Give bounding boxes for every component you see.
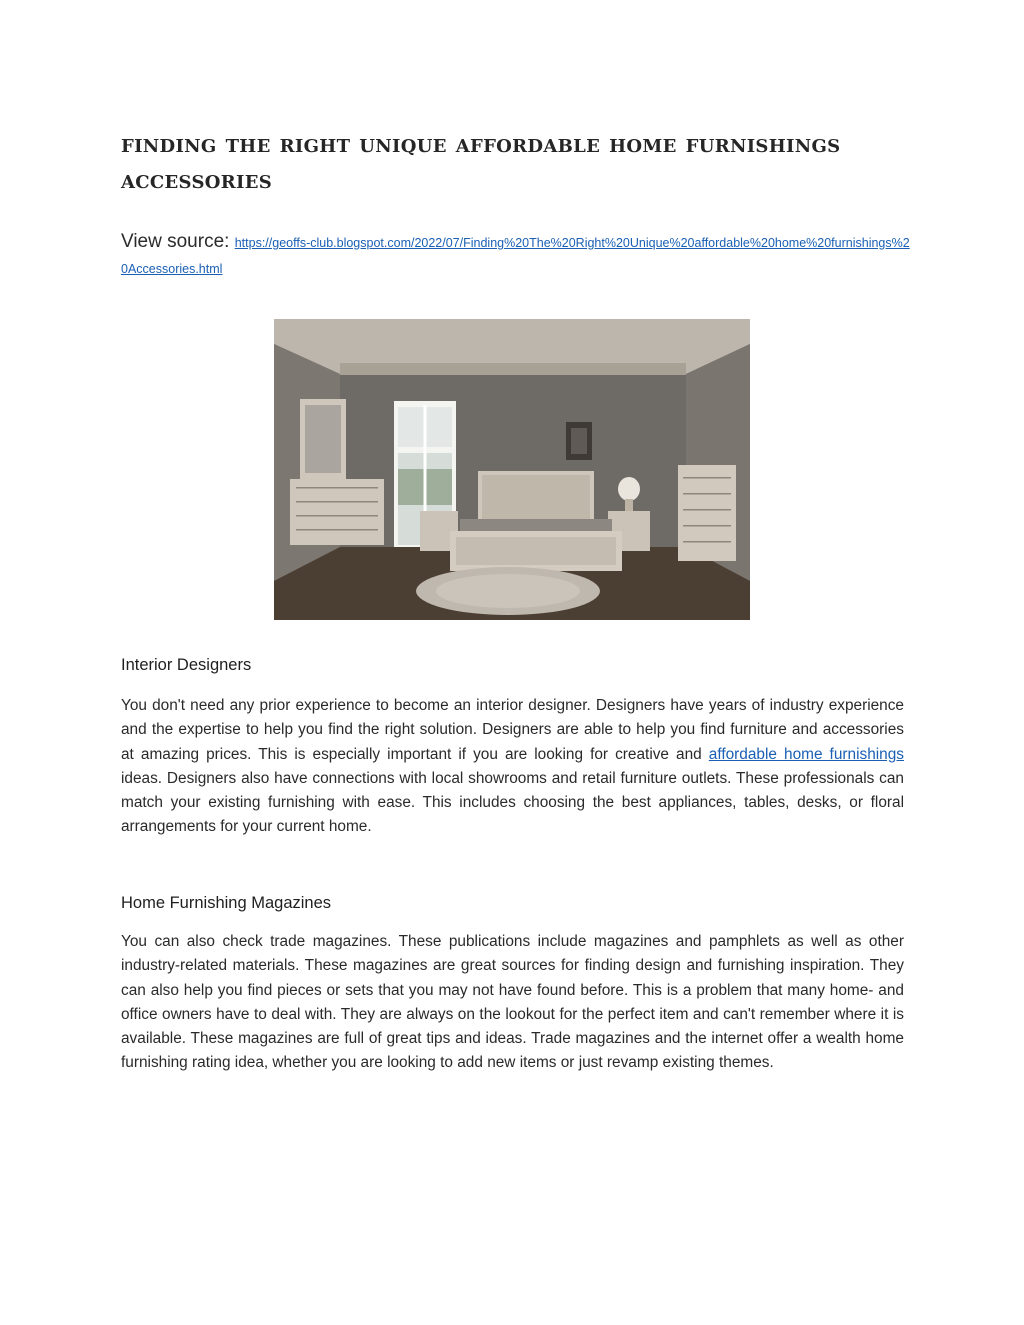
page-title: finding the right unique affordable home furnishings accessories (121, 129, 841, 194)
section-body-interior-designers (121, 694, 904, 840)
source-link[interactable]: https://geoffs-club.blogspot.com/2022/07/Finding%20The%20Right%20Unique%20affordable%20home%20furnishings%20Accessories.html (121, 236, 910, 276)
affordable-home-furnishings-link[interactable]: affordable home furnishings (708, 745, 904, 763)
body-text-before-link: You don't need any prior experience to become an interior designer. Designers have years of industry experience and the expertise to help you find the right solution. Designers are able to help you find furniture and accessories at amazing prices. This is especially important if you are looking for creative and (121, 697, 904, 763)
body-text-after-link: ideas. Designers also have connections with local showrooms and retail furniture outlets. These professionals can match your existing furnishing with ease. This includes choosing the best appliances, tables, desks, or floral arrangements for your current home. (121, 769, 904, 836)
source-label: View source: (121, 231, 230, 252)
section-heading-home-furnishing-magazines: Home Furnishing Magazines (121, 894, 332, 912)
section-heading-interior-designers: Interior Designers (121, 656, 252, 674)
section-body-home-furnishing-magazines: You can also check trade magazines. These publications include magazines and pamphlets as well as other industry-related materials. These magazines are great sources for finding design and furnishing inspiration. They can also help you find pieces or sets that you may not have found before. This is a problem that many home- and office owners have to deal with. They are always on the lookout for the perfect item and can't remember where it is available. These magazines are full of great tips and ideas. Trade magazines and the internet offer a wealth home furnishing rating idea, whether you are looking to add new items or just revamp existing themes. (121, 933, 904, 1072)
source-line (121, 229, 911, 281)
bedroom-furniture-photo (274, 319, 750, 620)
